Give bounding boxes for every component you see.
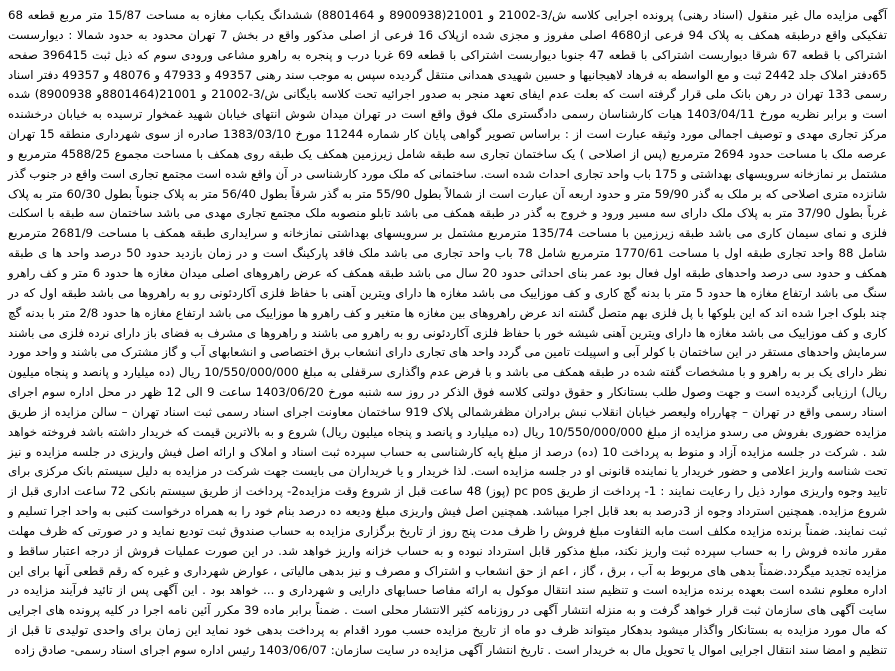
notice-paragraph: آگهی مزایده مال غیر منقول (اسناد رهنی) پرونده اجرایی کلاسه ش/3-21002 و 21001(8900938 و 8801464) ششدانگ یکباب مغازه به مساحت 15/87 متر مربع قطعه 68 تفکیکی واقع درطبقه همکف به پلاک 94 فرعی از4680 اصلی مفروز و مجزی شده ازپلاک 16 فرعی از اصلی مذکور واقع در بخش 7 تهران محدود به حدود شمالا : دیوارسست اشتراکی با قطعه 67 شرقا دیواربست اشتراکی با قطعه 47 جنوبا دیواربست اشتراکی با قطعه 69 غربا درب و پنجره به راهرو مشاعی ورودی سوم که ذیل ثبت 396415 صفحه 65دفتر املاک جلد 2442 ثبت و مع الواسطه به فرهاد لاهیجانیها و حسین شهیدی همدانی منتقل گردیده سپس به موجب سند رهنی 49357 و 47933 و 48076 و 49357 دفتر اسناد رسمی 133 تهران در رهن بانک ملی قرار گرفته است که بعلت عدم ایفای تعهد منجر به صدور اجرائیه تحت کلاسه بایگانی ش/3-21002 و 21001(8801464و 8900938) شده است و برابر نظریه مورخ 1403/04/11 هیات کارشناسان رسمی دادگستری ملک فوق واقع است در تهران میدان شوش انتهای خیابان شهید غمخوار ترسیده به خیابان درخشنده مرکز تجاری مهدی و توصیف اجمالی مورد وثیقه عبارت است از : براساس تصویر گواهی پایان کار شماره 11244 مورخ 1383/03/10 صادره از سوی شهرداری منطقه 15 تهران عرصه ملک با مساحت حدود 2694 مترمربع (پس از اصلاحی ) یک ساختمان تجاری سه طبقه شامل زیرزمین همکف یک طبقه روی همکف با مساحت مجموع 4588/25 مترمربع و مشتمل بر نمازخانه سرویسهای بهداشتی و 175 باب واحد تجاری احداث شده است. ساختمانی که ملک مورد کارشناسی در آن واقع شده است مجتمع تجاری است واقع در جنوب گذر شانزده متری اصلاحی که بر ملک به گذر 59/90 متر و حدود اربعه آن عبارت است از شمالاً بطول 55/90 متر به گذر شرقاً بطول 56/40 متر به پلاک جنوباً بطول 60/30 متر به پلاک غرباً بطول 37/90 متر به پلاک ملک دارای سه مسیر ورود و خروج به گذر در طبقه همکف می باشد تابلو منصوبه ملک مجتمع تجاری مهدی می باشد ساختمان سه طبقه با اسکلت فلزی و نمای سیمان کاری می باشد طبقه زیرزمین با مساحت 135/74 مترمربع مشتمل بر سرویسهای بهداشتی نمازخانه و سرایداری طبقه همکف با مساحت 2681/9 مترمربع شامل 88 واحد تجاری طبقه اول با مساحت 1770/61 مترمربع شامل 78 باب واحد تجاری می باشد ملک فاقد پارکینگ است و در زمان بازدید حدود 50 درصد واحد ها ی طبقه همکف و حدود سی درصد واحدهای طبقه اول فعال بود عمر بنای احداثی حدود 20 سال می باشد طبقه همکف که عرض راهروهای اصلی میدان مغازه ها حدود 6 متر و کف راهرو سنگ می باشد ارتفاع مغازه ها حدود 5 متر با بدنه گچ کاری و کف موزاییک می باشد مغازه ها دارای ویترین آهنی با حفاظ فلزی آکاردئونی رو به راهروها می باشد طبقه اول که در چند بلوک اجرا شده اند که این بلوکها با پل فلزی بهم متصل گشته اند عرض راهروهای بین مغازه ها متغیر و کف راهرو ها موزاییک می باشد ارتفاع مغازه ها حدود 2/8 متر با بدنه گچ کاری و کف موزاییک می باشد مغازه ها دارای ویترین آهنی شیشه خور با حفاظ فلزی آکاردئونی رو به راهرو می باشند و راهروها ی مشرف به فضای باز دارای نرده فلزی می باشند سرمایش واحدهای مستقر در این ساختمان با کولر آبی و اسپیلت تامین می گردد واحد های تجاری دارای انشعاب برق اختصاصی و انشعابهای آب و گاز مشترک می باشند و واحد مورد نظر دارای یک بر به راهرو و با مشخصات گفته شده در طبقه همکف می باشد و با فرض عدم واگذاری سرقفلی به مبلغ 10/550/000/000 ریال (ده میلیارد و پانصد و پنجاه میلیون ریال) ارزیابی گردیده است و جهت وصول طلب بستانکار و حقوق دولتی کلاسه فوق الذکر در روز سه شنبه مورخ 1403/06/20 ساعت 9 الی 12 ظهر در محل اداره سوم اجرای اسناد رسمی واقع در تهران – چهارراه ولیعصر خیابان انقلاب نبش برادران مظفرشمالی پلاک 919 ساختمان معاونت اجرای اسناد رسمی ثبت اسناد تهران – سالن مزایده از طریق مزایده حضوری بفروش می رسدو مزایده از مبلغ 10/550/000/000 ریال (ده میلیارد و پانصد و پنجاه میلیون ریال) شروع و به بالاترین قیمت که خریدار داشته باشد فروخته خواهد شد . شرکت در جلسه مزایده آزاد و منوط به پرداخت 10 (ده) درصد از مبلغ پایه کارشناسی به حساب سپرده ثبت اسناد و املاک و ارائه اصل فیش واریزی در جلسه مزایده و نیز تحت شناسه واریز اعلامی و حضور خریدار یا نماینده قانونی او در جلسه مزایده است. لذا خریدار و یا خریداران می بایست جهت شرکت در مزایده به دلیل سیستم بانک مرکزی برای تایید وجوه واریزی موارد ذیل را رعایت نمایند : 1- پرداخت از طریق pc pos (پوز) 48 ساعت قبل از شروع وقت مزایده2- پرداخت از طریق سیستم بانکی 72 ساعت اداری قبل از شروع مزایده. همچنین استرداد وجوه از 3درصد به بعد قابل اجرا میباشد. همچنین اصل فیش واریزی مبلغ ودیعه ده درصد بنام خود را به همراه درخواست کتبی به واحد اجرا تسلیم و ثبت نمایند. ضمناً برنده مزایده مکلف است مابه التفاوت مبلغ فروش را ظرف مدت پنج روز از تاریخ برگزاری مزایده به حساب صندوق ثبت تودیع نماید و در صورتی که ظرف مهلت مقرر مانده فروش را به حساب سپرده ثبت واریز نکند، مبلغ مذکور قابل استرداد نبوده و به حساب خزانه واریز خواهد شد. در این صورت عملیات فروش از درجه اعتبار ساقط و مزایده تجدید میگردد.ضمناً بدهی های مربوط به آب ، برق ، گاز ، اعم از حق انشعاب و اشتراک و مصرف و نیز بدهی مالیاتی ، عوارض شهرداری و غیره که رقم قطعی آنها برای این اداره معلوم نشده است بعهده برنده مزایده است و تنظیم سند انتقال موکول به ارائه مفاصا حسابهای دارایی و شهرداری و ... خواهد بود . این آگهی پس از تائید فرآیند مزایده در سایت آگهی های سازمان ثبت قرار خواهد گرفت و به منزله انتشار آگهی در روزنامه کثیر الانتشار محلی است . ضمناً برابر ماده 39 مکرر آئین نامه اجرا در کلیه پرونده های اجرایی که مال مورد مزایده به بستانکار واگذار میشود بدهکار میتواند ظرف دو ماه از تاریخ مزایده حسب مورد اقدام به پرداخت بدهی خود نماید این زمان برای واحدی تولیدی تا قبل از تنظیم و امضا سند انتقال اجرایی اموال یا تحویل مال به خریدار است . تاریخ انتشار آگهی مزایده در سایت سازمان: 1403/06/07 رئیس اداره سوم اجرای اسناد رسمی- صادق زاده <box>8 8 888 657</box>
